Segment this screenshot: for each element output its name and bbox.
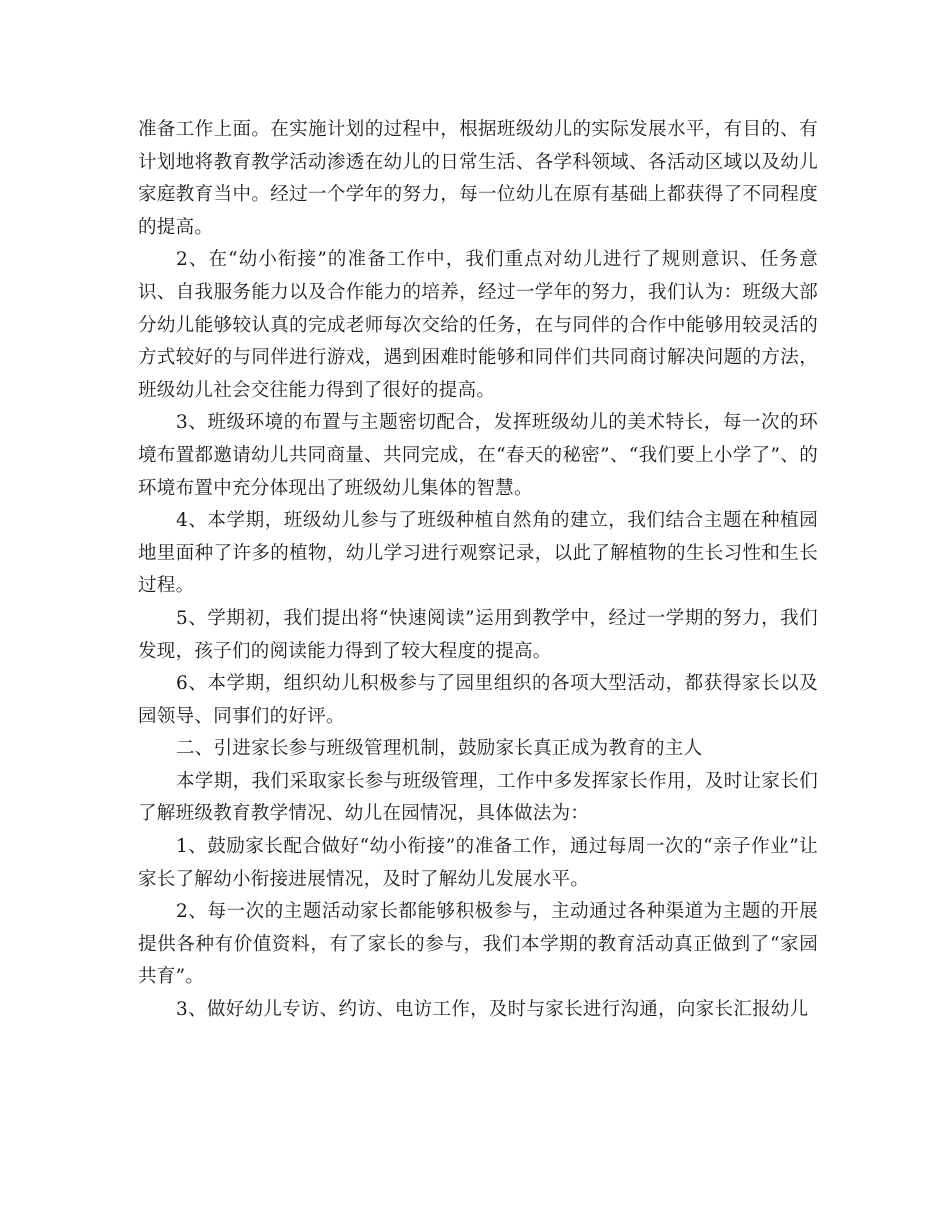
document-body	[138, 114, 818, 1027]
section-heading-2: 二、引进家长参与班级管理机制，鼓励家长真正成为教育的主人	[176, 738, 703, 760]
paragraph-item-2: 2、在“幼小衔接”的准备工作中，我们重点对幼儿进行了规则意识、任务意识、自我服务能力以及合作能力的培养，经过一学年的努力，我们认为：班级大部分幼儿能够较认真的完成老师每次交给的任务，在与同伴的合作中能够用较灵活的方式较好的与同伴进行游戏，遇到困难时能够和同伴们共同商讨解决问题的方法，班级幼儿社会交往能力得到了很好的提高。	[138, 249, 818, 401]
paragraph-continuation: 准备工作上面。在实施计划的过程中，根据班级幼儿的实际发展水平，有目的、有计划地将教育教学活动渗透在幼儿的日常生活、各学科领域、各活动区域以及幼儿家庭教育当中。经过一个学年的努力，每一位幼儿在原有基础上都获得了不同程度的提高。	[138, 119, 818, 238]
paragraph-parent-item-1: 1、鼓励家长配合做好“幼小衔接”的准备工作，通过每周一次的“亲子作业”让家长了解幼小衔接进展情况，及时了解幼儿发展水平。	[138, 836, 818, 890]
paragraph-section-intro: 本学期，我们采取家长参与班级管理，工作中多发挥家长作用，及时让家长们了解班级教育教学情况、幼儿在园情况，具体做法为：	[138, 770, 818, 825]
paragraph-parent-item-3: 3、做好幼儿专访、约访、电访工作，及时与家长进行沟通，向家长汇报幼儿	[176, 999, 809, 1021]
paragraph-item-3: 3、班级环境的布置与主题密切配合，发挥班级幼儿的美术特长，每一次的环境布置都邀请幼儿共同商量、共同完成，在“春天的秘密”、“我们要上小学了”、的环境布置中充分体现出了班级幼儿集体的智慧。	[138, 412, 818, 499]
paragraph-item-5: 5、学期初，我们提出将“快速阅读”运用到教学中，经过一学期的努力，我们发现，孩子们的阅读能力得到了较大程度的提高。	[138, 607, 818, 662]
paragraph-item-6: 6、本学期，组织幼儿积极参与了园里组织的各项大型活动，都获得家长以及园领导、同事们的好评。	[138, 673, 818, 727]
paragraph-parent-item-2: 2、每一次的主题活动家长都能够积极参与，主动通过各种渠道为主题的开展提供各种有价值资料，有了家长的参与，我们本学期的教育活动真正做到了“家园共育”。	[138, 901, 818, 988]
paragraph-item-4: 4、本学期，班级幼儿参与了班级种植自然角的建立，我们结合主题在种植园地里面种了许多的植物，幼儿学习进行观察记录，以此了解植物的生长习性和生长过程。	[138, 510, 818, 597]
